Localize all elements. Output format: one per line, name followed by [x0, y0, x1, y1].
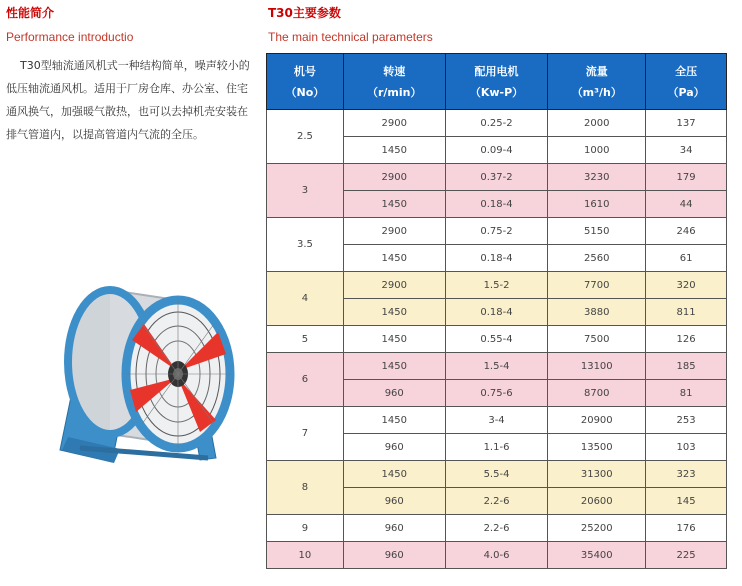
parameters-table	[266, 53, 727, 569]
performance-subtitle: Performance introductio	[6, 30, 134, 44]
cell-flow: 2000	[548, 110, 646, 137]
cell-flow: 7700	[548, 272, 646, 299]
cell-motor: 1.5-4	[445, 353, 548, 380]
header-no: 机号 （No）	[267, 54, 344, 110]
cell-motor: 0.25-2	[445, 110, 548, 137]
cell-no: 8	[267, 461, 344, 515]
cell-speed: 1450	[343, 299, 445, 326]
header-pressure: 全压 （Pa）	[646, 54, 727, 110]
cell-motor: 1.5-2	[445, 272, 548, 299]
cell-pressure: 176	[646, 515, 727, 542]
cell-pressure: 246	[646, 218, 727, 245]
table-header-row	[267, 54, 727, 110]
cell-motor: 0.75-6	[445, 380, 548, 407]
cell-speed: 1450	[343, 245, 445, 272]
cell-motor: 2.2-6	[445, 488, 548, 515]
performance-intro-text: T30型轴流通风机式一种结构简单，噪声较小的低压轴流通风机。适用于厂房仓库、办公室、住宅通风换气，加强暖气散热，也可以去掉机壳安装在排气管道内，以提高管道内气流的全压。	[6, 59, 250, 141]
cell-speed: 2900	[343, 164, 445, 191]
cell-motor: 0.75-2	[445, 218, 548, 245]
table-row	[267, 272, 727, 299]
table-row	[267, 542, 727, 569]
cell-pressure: 61	[646, 245, 727, 272]
cell-motor: 0.09-4	[445, 137, 548, 164]
cell-flow: 5150	[548, 218, 646, 245]
performance-title: 性能简介	[6, 6, 55, 20]
cell-flow: 13500	[548, 434, 646, 461]
table-row	[267, 326, 727, 353]
cell-motor: 0.18-4	[445, 245, 548, 272]
cell-speed: 2900	[343, 272, 445, 299]
cell-no: 2.5	[267, 110, 344, 164]
cell-pressure: 44	[646, 191, 727, 218]
cell-speed: 1450	[343, 353, 445, 380]
cell-flow: 20600	[548, 488, 646, 515]
cell-pressure: 126	[646, 326, 727, 353]
cell-motor: 1.1-6	[445, 434, 548, 461]
cell-flow: 31300	[548, 461, 646, 488]
cell-pressure: 185	[646, 353, 727, 380]
cell-flow: 2560	[548, 245, 646, 272]
header-speed: 转速 （r/min）	[343, 54, 445, 110]
parameters-title: T30主要参数	[268, 6, 341, 20]
cell-no: 9	[267, 515, 344, 542]
cell-no: 7	[267, 407, 344, 461]
parameters-subtitle: The main technical parameters	[268, 30, 433, 44]
cell-pressure: 253	[646, 407, 727, 434]
cell-no: 3	[267, 164, 344, 218]
cell-no: 3.5	[267, 218, 344, 272]
cell-no: 6	[267, 353, 344, 407]
cell-flow: 13100	[548, 353, 646, 380]
cell-motor: 2.2-6	[445, 515, 548, 542]
header-flow: 流量 （m³/h）	[548, 54, 646, 110]
cell-flow: 1610	[548, 191, 646, 218]
cell-speed: 1450	[343, 137, 445, 164]
cell-motor: 0.18-4	[445, 299, 548, 326]
header-motor: 配用电机 （Kw-P）	[445, 54, 548, 110]
cell-speed: 1450	[343, 407, 445, 434]
cell-motor: 0.18-4	[445, 191, 548, 218]
table-row	[267, 461, 727, 488]
table-row	[267, 110, 727, 137]
cell-motor: 0.37-2	[445, 164, 548, 191]
cell-no: 4	[267, 272, 344, 326]
cell-flow: 35400	[548, 542, 646, 569]
cell-flow: 3880	[548, 299, 646, 326]
cell-pressure: 81	[646, 380, 727, 407]
cell-flow: 25200	[548, 515, 646, 542]
cell-pressure: 137	[646, 110, 727, 137]
cell-flow: 1000	[548, 137, 646, 164]
cell-pressure: 320	[646, 272, 727, 299]
table-row	[267, 353, 727, 380]
cell-pressure: 179	[646, 164, 727, 191]
table-row	[267, 515, 727, 542]
cell-flow: 7500	[548, 326, 646, 353]
cell-flow: 20900	[548, 407, 646, 434]
cell-motor: 5.5-4	[445, 461, 548, 488]
cell-speed: 960	[343, 542, 445, 569]
cell-motor: 4.0-6	[445, 542, 548, 569]
table-row	[267, 407, 727, 434]
cell-speed: 2900	[343, 218, 445, 245]
cell-pressure: 811	[646, 299, 727, 326]
cell-speed: 960	[343, 515, 445, 542]
cell-speed: 1450	[343, 191, 445, 218]
cell-motor: 3-4	[445, 407, 548, 434]
cell-speed: 1450	[343, 326, 445, 353]
cell-pressure: 145	[646, 488, 727, 515]
cell-pressure: 225	[646, 542, 727, 569]
cell-speed: 960	[343, 434, 445, 461]
cell-speed: 960	[343, 488, 445, 515]
cell-speed: 2900	[343, 110, 445, 137]
cell-pressure: 103	[646, 434, 727, 461]
table-row	[267, 218, 727, 245]
cell-speed: 1450	[343, 461, 445, 488]
cell-pressure: 34	[646, 137, 727, 164]
cell-flow: 8700	[548, 380, 646, 407]
cell-motor: 0.55-4	[445, 326, 548, 353]
table-row	[267, 164, 727, 191]
cell-no: 5	[267, 326, 344, 353]
cell-flow: 3230	[548, 164, 646, 191]
axial-fan-image	[40, 262, 236, 467]
cell-speed: 960	[343, 380, 445, 407]
cell-no: 10	[267, 542, 344, 569]
cell-pressure: 323	[646, 461, 727, 488]
